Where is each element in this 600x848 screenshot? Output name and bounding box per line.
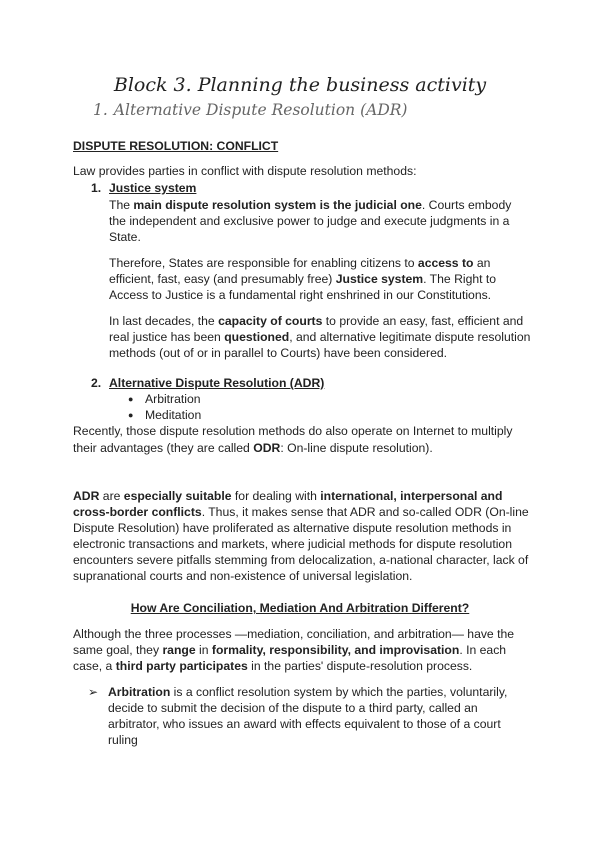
- diff-line3: case, a third party participates in the parties' dispute-resolution process.: [73, 659, 473, 673]
- diff-line2: same goal, they range in formality, responsibility, and improvisation. In each: [73, 643, 507, 657]
- adr-line5: encounters severe pitfalls stemming from delocalization, a-national character, lack of: [73, 553, 529, 567]
- adr-line2: cross-border conflicts. Thus, it makes sense that ADR and so-called ODR (On-line: [73, 505, 529, 519]
- item1-p2-line1: Therefore, States are responsible for enabling citizens to access to an: [109, 256, 491, 270]
- item1-p3-line1: In last decades, the capacity of courts to provide an easy, fast, efficient and: [109, 314, 524, 328]
- adr-line1: ADR are especially suitable for dealing with international, interpersonal and: [73, 489, 503, 503]
- arrow-bullet-icon: ➢: [88, 685, 99, 699]
- item1-p1-line3: State.: [109, 230, 141, 244]
- adr-line4: electronic transactions and markets, where judicial methods for dispute resolution: [73, 537, 512, 551]
- arbitration-line4: ruling: [108, 733, 138, 747]
- item1-p1-line1: The main dispute resolution system is the judicial one. Courts embody: [109, 198, 512, 212]
- item1-p3-line3: methods (out of or in parallel to Courts) have been considered.: [109, 346, 448, 360]
- arbitration-line1: Arbitration is a conflict resolution system by which the parties, voluntarily,: [108, 685, 508, 699]
- item1-p1-line2: the independent and exclusive power to judge and execute judgments in a: [109, 214, 510, 228]
- section-heading: DISPUTE RESOLUTION: CONFLICT: [73, 139, 279, 153]
- item1-p2-line3: Access to Justice is a fundamental right enshrined in our Constitutions.: [109, 288, 492, 302]
- diff-heading: How Are Conciliation, Mediation And Arbitration Different?: [130, 601, 470, 615]
- item1-p2-line2: efficient, fast, easy (and presumably free) Justice system. The Right to: [109, 272, 497, 286]
- adr-line3: Dispute Resolution) have proliferated as alternative dispute resolution methods in: [73, 521, 512, 535]
- item1-p3-line2: real justice has been questioned, and alternative legitimate dispute resolution: [109, 330, 531, 344]
- item1-number: 1.: [91, 181, 102, 195]
- odr-line2: their advantages (they are called ODR: On-line dispute resolution).: [73, 441, 433, 455]
- subtitle-text: Alternative Dispute Resolution (ADR): [113, 101, 408, 119]
- section-subtitle: [93, 101, 407, 119]
- bullet-item-meditation: Meditation: [145, 408, 202, 422]
- diff-line1: Although the three processes —mediation, conciliation, and arbitration— have the: [73, 627, 515, 641]
- odr-line1: Recently, those dispute resolution methods do also operate on Internet to multiply: [73, 424, 513, 438]
- item2-number: 2.: [91, 376, 102, 390]
- bullet-icon: ●: [128, 410, 134, 420]
- bullet-icon: ●: [128, 394, 134, 404]
- intro-text: Law provides parties in conflict with dispute resolution methods:: [73, 164, 417, 178]
- adr-line6: supranational courts and non-existence of universal legislation.: [73, 569, 413, 583]
- bullet-item-arbitration: Arbitration: [145, 392, 201, 406]
- arbitration-line2: decide to submit the decision of the dispute to a third party, called an: [108, 701, 478, 715]
- item2-heading: Alternative Dispute Resolution (ADR): [109, 376, 325, 390]
- subtitle-number: 1.: [93, 101, 108, 119]
- arbitration-line3: arbitrator, who issues an award with effects equivalent to those of a court: [108, 717, 501, 731]
- item1-heading: Justice system: [109, 181, 197, 195]
- page-title: Block 3. Planning the business activity: [113, 74, 487, 96]
